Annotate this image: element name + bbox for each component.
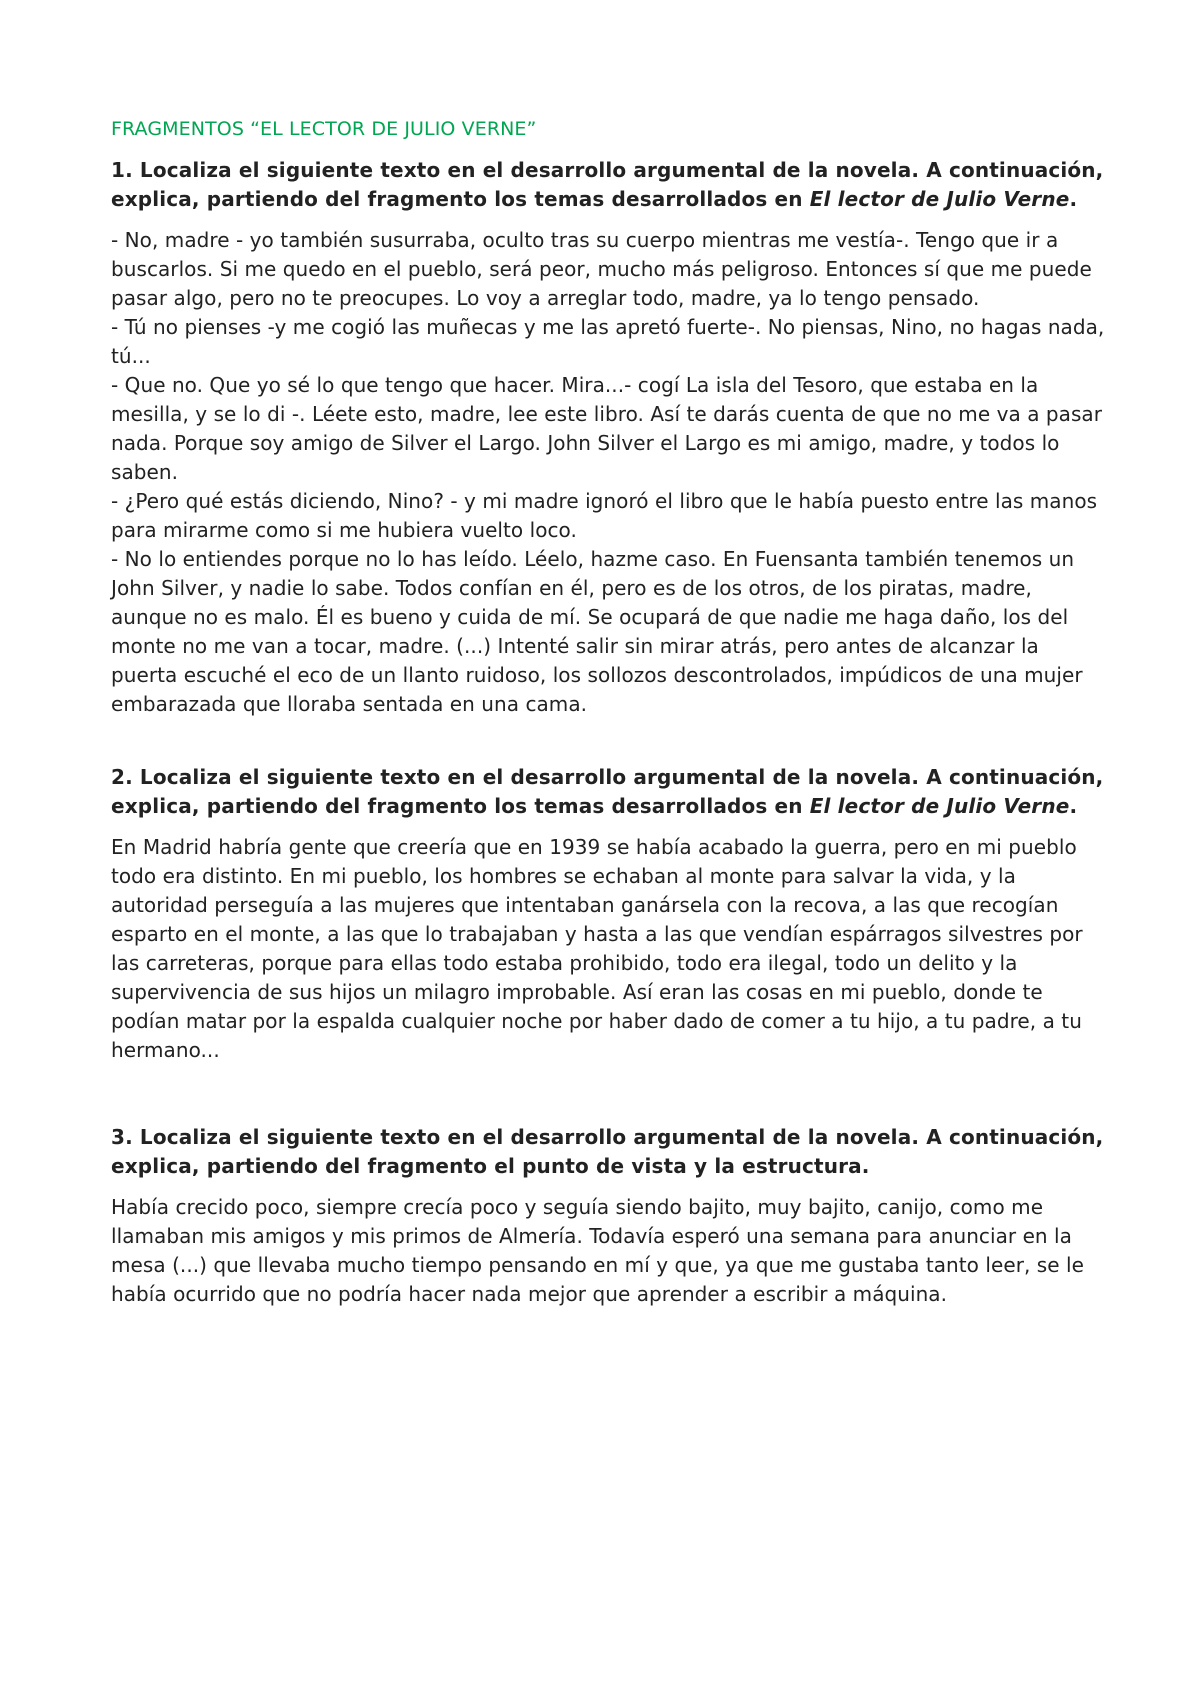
document-title: FRAGMENTOS “EL LECTOR DE JULIO VERNE” bbox=[111, 118, 537, 140]
passage-2-line-1: En Madrid habría gente que creería que en 1939 se había acabado la guerra, pero en mi pueblo todo era distinto. En mi pueblo, los hombres se echaban al monte para salvar la vida, y la autoridad perseguía a las mujeres que intentaban ganársela con la recova, a las que recogían esparto en el monte, a las que lo trabajaban y hasta a las que vendían espárragos silvestres por las carreteras, porque para ellas todo estaba prohibido, todo era ilegal, todo un delito y la supervivencia de sus hijos un milagro improbable. Así eran las cosas en mi pueblo, donde te podían matar por la espalda cualquier noche por haber dado de comer a tu hijo, a tu padre, a tu hermano... bbox=[111, 835, 1083, 1062]
section-spacer bbox=[111, 719, 1106, 763]
passage-1-line-5: - No lo entiendes porque no lo has leído. Léelo, hazme caso. En Fuensanta también tenemos un John Silver, y nadie lo sabe. Todos confían en él, pero es de los otros, de los piratas, madre, aunque no es malo. Él es bueno y cuida de mí. Se ocupará de que nadie me haga daño, los del monte no me van a tocar, madre. (...) Intenté salir sin mirar atrás, pero antes de alcanzar la puerta escuché el eco de un llanto ruidoso, los sollozos descontrolados, impúdicos de una mujer embarazada que lloraba sentada en una cama. bbox=[111, 547, 1083, 716]
section-3 bbox=[111, 1123, 1106, 1309]
section-2 bbox=[111, 763, 1106, 1065]
passage-1-line-2: - Tú no pienses -y me cogió las muñecas y me las apretó fuerte-. No piensas, Nino, no hagas nada, tú... bbox=[111, 315, 1105, 368]
question-2-lead: 2. Localiza el siguiente texto en el desarrollo argumental de la novela. A continuación, explica, partiendo del fragmento los temas desarrollados en bbox=[111, 765, 1104, 818]
document-page bbox=[111, 115, 1106, 1309]
section-spacer bbox=[111, 1065, 1106, 1123]
question-1-tail: . bbox=[1069, 187, 1078, 211]
passage-3 bbox=[111, 1193, 1106, 1309]
question-3 bbox=[111, 1123, 1106, 1181]
question-1 bbox=[111, 156, 1106, 214]
passage-3-line-1: Había crecido poco, siempre crecía poco y seguía siendo bajito, muy bajito, canijo, como me llamaban mis amigos y mis primos de Almería. Todavía esperó una semana para anunciar en la mesa (...) que llevaba mucho tiempo pensando en mí y que, ya que me gustaba tanto leer, se le había ocurrido que no podría hacer nada mejor que aprender a escribir a máquina. bbox=[111, 1195, 1084, 1306]
question-1-lead: 1. Localiza el siguiente texto en el desarrollo argumental de la novela. A continuación, explica, partiendo del fragmento los temas desarrollados en bbox=[111, 158, 1104, 211]
passage-1 bbox=[111, 226, 1106, 719]
section-1 bbox=[111, 156, 1106, 719]
question-1-book-title: El lector de Julio Verne bbox=[809, 187, 1070, 211]
question-2-book-title: El lector de Julio Verne bbox=[809, 794, 1070, 818]
passage-1-line-4: - ¿Pero qué estás diciendo, Nino? - y mi madre ignoró el libro que le había puesto entre las manos para mirarme como si me hubiera vuelto loco. bbox=[111, 489, 1098, 542]
question-3-lead: 3. Localiza el siguiente texto en el desarrollo argumental de la novela. A continuación, explica, partiendo del fragmento el punto de vista y la estructura. bbox=[111, 1125, 1104, 1178]
passage-1-line-1: - No, madre - yo también susurraba, oculto tras su cuerpo mientras me vestía-. Tengo que ir a buscarlos. Si me quedo en el pueblo, será peor, mucho más peligroso. Entonces sí que me puede pasar algo, pero no te preocupes. Lo voy a arreglar todo, madre, ya lo tengo pensado. bbox=[111, 228, 1092, 310]
question-2-tail: . bbox=[1069, 794, 1078, 818]
question-2 bbox=[111, 763, 1106, 821]
passage-2 bbox=[111, 833, 1106, 1065]
passage-1-line-3: - Que no. Que yo sé lo que tengo que hacer. Mira...- cogí La isla del Tesoro, que estaba en la mesilla, y se lo di -. Léete esto, madre, lee este libro. Así te darás cuenta de que no me va a pasar nada. Porque soy amigo de Silver el Largo. John Silver el Largo es mi amigo, madre, y todos lo saben. bbox=[111, 373, 1103, 484]
